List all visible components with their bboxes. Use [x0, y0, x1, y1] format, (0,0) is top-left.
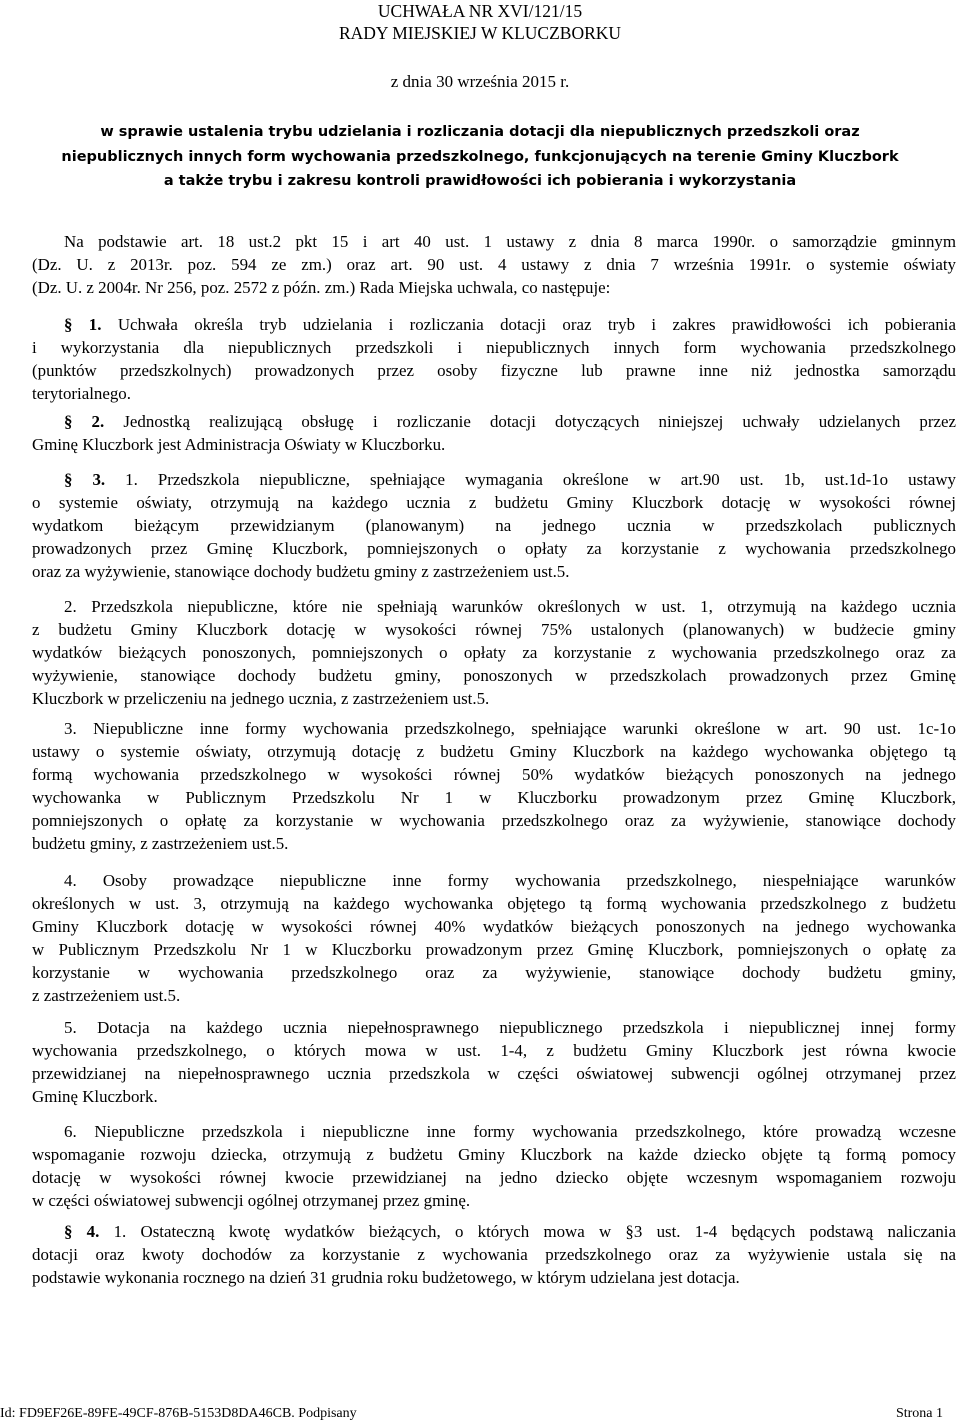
section-line: o systemie oświaty, otrzymują na każdego ucznia z budżetu Gminy Kluczbork dotację w wysokości równej	[32, 493, 956, 512]
council-name: RADY MIEJSKIEJ W KLUCZBORKU	[338, 23, 622, 43]
page-footer	[0, 1404, 960, 1423]
section-line: wychowania przedszkolnego, o których mowa w ust. 1-4, z budżetu Gminy Kluczbork jest równa kwocie	[32, 1041, 956, 1060]
section-3-first-line	[32, 468, 956, 491]
preamble-line: Na podstawie art. 18 ust.2 pkt 15 i art 40 ust. 1 ustawy z dnia 8 marca 1990r. o samorządzie gminnym	[64, 232, 956, 251]
section-line: z budżetu Gminy Kluczbork dotację w wysokości równej 75% ustalonych (planowanych) w budżecie gminy	[32, 620, 956, 639]
section-line: i wykorzystania dla niepublicznych przedszkoli i niepublicznych innych form wychowania przedszkolnego	[32, 338, 956, 357]
section-line: Kluczbork w przeliczeniu na jednego ucznia, z zastrzeżeniem ust.5.	[32, 689, 490, 708]
section-line: wydatków bieżących ponoszonych, pomniejszonych o opłaty za korzystanie z wychowania przedszkolnego oraz za	[32, 643, 956, 662]
section-3-paragraph-1	[32, 468, 956, 583]
preamble-line: (Dz. U. z 2004r. Nr 256, poz. 2572 z późn. zm.) Rada Miejska uchwala, co następuje:	[32, 278, 611, 297]
section-line: 2. Przedszkola niepubliczne, które nie spełniają warunków określonych w ust. 1, otrzymują na każdego ucznia	[64, 597, 956, 616]
section-line: 4. Osoby prowadzące niepubliczne inne formy wychowania przedszkolnego, niespełniające warunków	[64, 871, 956, 890]
section-1	[32, 313, 956, 405]
section-line: wychowanka w Publicznym Przedszkolu Nr 1 w Kluczborku prowadzonym przez Gminę Kluczbork,	[32, 788, 956, 807]
section-line: wspomaganie rozwoju dziecka, otrzymują z budżetu Gminy Kluczbork na każde dziecko objęte tą formą pomocy	[32, 1145, 956, 1164]
section-3-mark: § 3.	[64, 470, 106, 489]
section-line: w części oświatowej subwencji ogólnej otrzymanej przez gminę.	[32, 1191, 471, 1210]
document-id: Id: FD9EF26E-89FE-49CF-876B-5153D8DA46CB. Podpisany	[0, 1406, 357, 1421]
section-line: wydatkom bieżącym przewidzianym (planowanym) na jednego ucznia w przedszkolach publicznych	[32, 516, 956, 535]
section-line: wyżywienie, stanowiące dochody budżetu gminy, ponoszonych w przedszkolach prowadzonych przez Gminę	[32, 666, 956, 685]
section-line: przewidzianej na niepełnosprawnego ucznia przedszkola w części oświatowej subwencji ogólnej otrzymanej przez	[32, 1064, 956, 1083]
subject-line: niepublicznych innych form wychowania przedszkolnego, funkcjonujących na terenie Gminy Kluczbork	[61, 148, 899, 165]
resolution-date: z dnia 30 września 2015 r.	[390, 72, 570, 91]
section-line: w Publicznym Przedszkolu Nr 1 w Kluczborku prowadzonym przez Gminę Kluczbork, pomniejszonych o opłatę za	[32, 940, 956, 959]
section-4-text: 1. Ostateczną kwotę wydatków bieżących, o których mowa w §3 ust. 1-4 będących podstawą naliczania	[113, 1222, 956, 1241]
page-number: Strona 1	[895, 1406, 943, 1421]
section-1-first-line	[32, 313, 956, 336]
section-line: prowadzonych przez Gminę Kluczbork, pomniejszonych o opłaty za korzystanie z wychowania przedszkolnego	[32, 539, 956, 558]
section-line: terytorialnego.	[32, 384, 131, 403]
preamble-line: (Dz. U. z 2013r. poz. 594 ze zm.) oraz art. 90 ust. 4 ustawy z dnia 7 września 1991r. o systemie oświaty	[32, 255, 956, 274]
section-3-paragraph-4	[32, 869, 956, 1007]
section-3-paragraph-6	[32, 1120, 956, 1212]
section-line: Gminy Kluczbork dotację w wysokości równej 40% wydatków bieżących ponoszonych na jednego wychowanka	[32, 917, 956, 936]
section-line: dotację w wysokości równej kwocie przewidzianej na jedno dziecko objęte wczesnym wspomaganiem rozwoju	[32, 1168, 956, 1187]
resolution-number: UCHWAŁA NR XVI/121/15	[377, 1, 583, 21]
section-line: podstawie wykonania rocznego na dzień 31 grudnia roku budżetowego, w którym udzielana jest dotacja.	[32, 1268, 740, 1287]
section-line: określonych w ust. 3, otrzymują na każdego wychowanka objętego tą formą wychowania przedszkolnego z budżetu	[32, 894, 956, 913]
subject-line: a także trybu i zakresu kontroli prawidłowości ich pobierania i wykorzystania	[163, 173, 797, 189]
section-line: 6. Niepubliczne przedszkola i niepubliczne inne formy wychowania przedszkolnego, które prowadzą wczesne	[64, 1122, 956, 1141]
section-line: 3. Niepubliczne inne formy wychowania przedszkolnego, spełniające warunki określone w art. 90 ust. 1c-1o	[64, 719, 956, 738]
section-2-mark: § 2.	[64, 412, 105, 431]
section-2-text: Jednostką realizującą obsługę i rozliczanie dotacji dotyczących niniejszej uchwały udzielanych przez	[123, 412, 956, 431]
section-1-text: Uchwała określa tryb udzielania i rozliczania dotacji oraz tryb i zakres prawidłowości ich pobierania	[117, 315, 956, 334]
subject-line: w sprawie ustalenia trybu udzielania i rozliczania dotacji dla niepublicznych przedszkoli oraz	[100, 124, 860, 140]
section-line: (punktów przedszkolnych) prowadzonych przez osoby fizyczne lub prawne inne niż jednostka samorządu	[32, 361, 956, 380]
section-line: Gminę Kluczbork jest Administracja Oświaty w Kluczborku.	[32, 435, 446, 454]
section-line: formą wychowania przedszkolnego w wysokości równej 50% wydatków bieżących ponoszonych na jednego	[32, 765, 956, 784]
section-line: budżetu gminy, z zastrzeżeniem ust.5.	[32, 834, 289, 853]
section-line: z zastrzeżeniem ust.5.	[32, 986, 181, 1005]
section-4	[32, 1220, 956, 1289]
resolution-subject	[0, 120, 960, 194]
section-3-paragraph-5	[32, 1016, 956, 1108]
section-4-mark: § 4.	[64, 1222, 100, 1241]
section-line: ustawy o systemie oświaty, otrzymują dotację z budżetu Gminy Kluczbork na każdego wychowanka objętego tą	[32, 742, 956, 761]
section-line: pomniejszonych o opłatę za korzystanie w wychowania przedszkolnego oraz za wyżywienie, stanowiące dochody	[32, 811, 956, 830]
section-3-paragraph-3	[32, 717, 956, 855]
section-line: 5. Dotacja na każdego ucznia niepełnosprawnego niepublicznego przedszkola i niepublicznej innej formy	[64, 1018, 956, 1037]
section-1-mark: § 1.	[64, 315, 102, 334]
section-4-first-line	[32, 1220, 956, 1243]
preamble	[32, 230, 956, 299]
section-2-first-line	[32, 410, 956, 433]
section-line: oraz za wyżywienie, stanowiące dochody budżetu gminy z zastrzeżeniem ust.5.	[32, 562, 570, 581]
section-2	[32, 410, 956, 456]
section-line: dotacji oraz kwoty dochodów za korzystanie z wychowania przedszkolnego oraz za wyżywienie ustala się na	[32, 1245, 956, 1264]
section-line: korzystanie w wychowania przedszkolnego oraz za wyżywienie, stanowiące dochody budżetu gminy,	[32, 963, 956, 982]
section-3-paragraph-2	[32, 595, 956, 710]
section-line: Gminę Kluczbork.	[32, 1087, 158, 1106]
section-3-text: 1. Przedszkola niepubliczne, spełniające wymagania określone w art.90 ust. 1b, ust.1d-1o ustawy	[125, 470, 956, 489]
